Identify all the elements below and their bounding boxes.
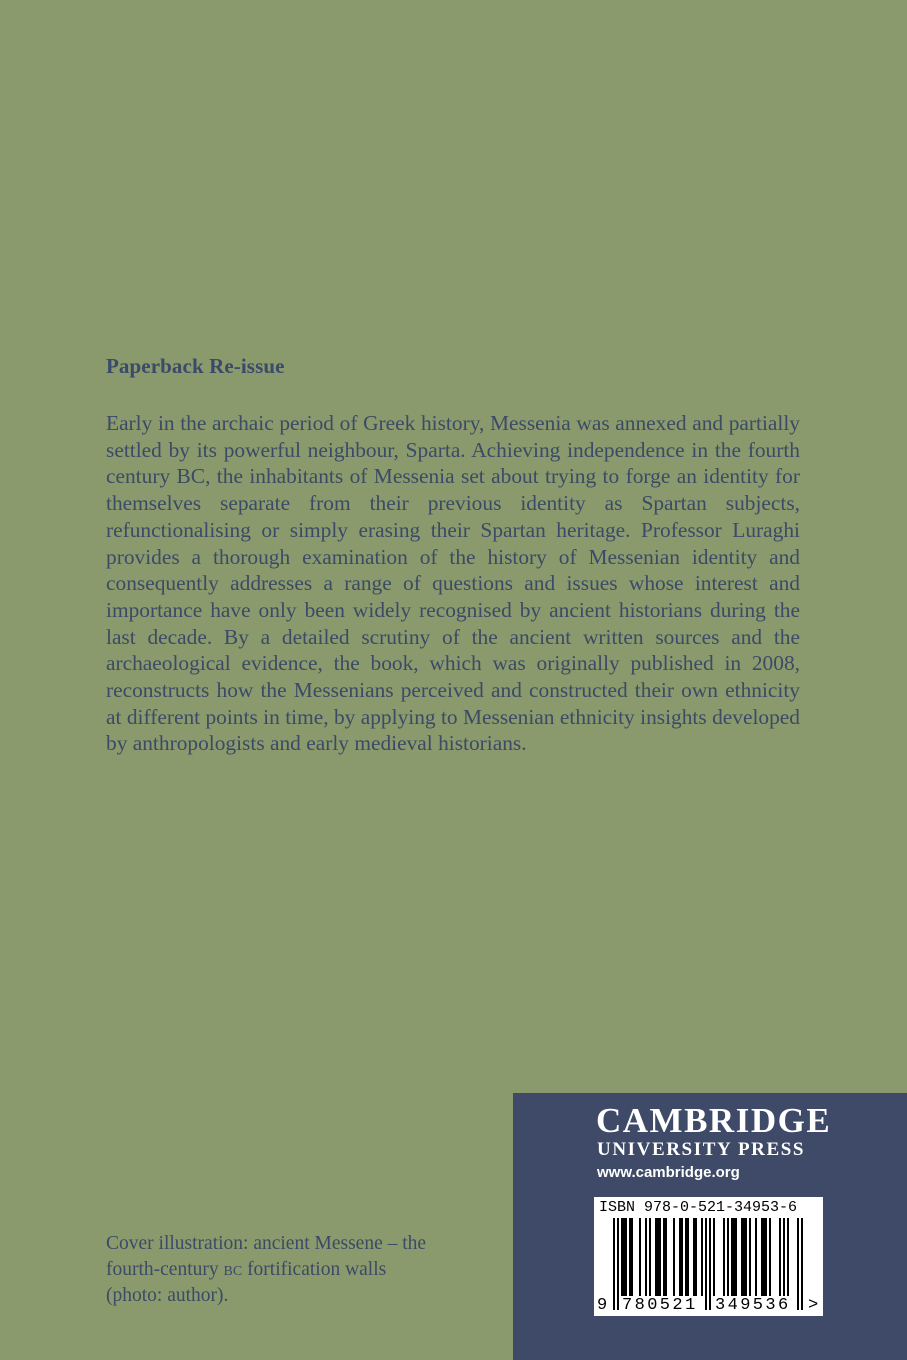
barcode-bar — [679, 1218, 681, 1296]
barcode-bar — [673, 1218, 675, 1296]
credit-era-abbrev: bc — [223, 1259, 243, 1280]
publisher-subtitle: UNIVERSITY PRESS — [597, 1139, 806, 1160]
barcode-bar — [659, 1218, 661, 1296]
barcode-bar — [655, 1218, 657, 1296]
barcode-bar — [783, 1218, 785, 1296]
barcode-bar — [701, 1218, 703, 1296]
barcode-bar — [735, 1218, 737, 1296]
barcode-bar — [743, 1218, 745, 1296]
barcode-first-digit: 9 — [597, 1296, 608, 1315]
isbn-barcode — [594, 1197, 823, 1316]
barcode-bar — [733, 1218, 735, 1296]
barcode-bar — [779, 1218, 781, 1296]
barcode-bar — [695, 1218, 697, 1296]
barcode-bar — [649, 1218, 651, 1296]
barcode-bar — [769, 1218, 771, 1296]
barcode-bar — [639, 1218, 641, 1296]
reissue-heading: Paperback Re-issue — [106, 354, 285, 378]
credit-line-2-pre: fourth-century — [106, 1259, 224, 1280]
barcode-bar — [665, 1218, 667, 1296]
credit-line-2-post: fortification walls — [242, 1259, 387, 1280]
publisher-panel — [513, 1093, 907, 1360]
barcode-bar — [755, 1218, 757, 1296]
barcode-quiet-mark: > — [808, 1296, 819, 1315]
barcode-bar — [681, 1218, 683, 1296]
barcode-bar — [623, 1218, 625, 1296]
barcode-bar — [727, 1218, 729, 1296]
barcode-bar — [621, 1218, 623, 1296]
barcode-bar — [731, 1218, 733, 1296]
barcode-bar — [685, 1218, 687, 1296]
barcode-bar — [741, 1218, 743, 1296]
book-blurb: Early in the archaic period of Greek history, Messenia was annexed and partially settled by its powerful neighbour, Sparta. Achieving independence in the fourth century BC, the inhabitants of Messenia set about trying to forge an identity for themselves separate from their previous identity as Spartan subjects, refunctionalising or simply erasing their Spartan heritage. Professor Luraghi provides a thorough examination of the history of Messenian identity and consequently addresses a range of questions and issues whose interest and importance have only been widely recognised by ancient historians during the last decade. By a detailed scrutiny of the ancient written sources and the archaeological evidence, the book, which was originally published in 2008, reconstructs how the Messenians perceived and constructed their own ethnicity at different points in time, by applying to Messenian ethnicity insights developed by anthropologists and early medieval historians. — [106, 411, 800, 756]
barcode-bar — [645, 1218, 647, 1296]
barcode-bar — [763, 1218, 765, 1296]
barcode-bar — [657, 1218, 659, 1296]
barcode-bar — [663, 1218, 665, 1296]
barcode-bar — [745, 1218, 747, 1296]
barcode-left-group: 780521 — [622, 1296, 698, 1315]
credit-line-3: (photo: author). — [106, 1285, 229, 1306]
barcode-bar — [761, 1218, 763, 1296]
barcode-bar — [787, 1218, 789, 1296]
publisher-url: www.cambridge.org — [597, 1164, 740, 1181]
barcode-bar — [625, 1218, 627, 1296]
barcode-bar — [723, 1218, 725, 1296]
isbn-label: ISBN 978-0-521-34953-6 — [599, 1199, 798, 1216]
barcode-bar — [693, 1218, 695, 1296]
barcode-bar — [687, 1218, 689, 1296]
credit-line-1: Cover illustration: ancient Messene – the — [106, 1233, 427, 1254]
barcode-bar — [713, 1218, 715, 1296]
barcode-bar — [631, 1218, 633, 1296]
barcode-digits — [594, 1296, 823, 1316]
publisher-name: CAMBRIDGE — [596, 1101, 832, 1140]
barcode-right-group: 349536 — [715, 1296, 791, 1315]
barcode-bar — [629, 1218, 631, 1296]
barcode-bar — [765, 1218, 767, 1296]
barcode-bar — [749, 1218, 751, 1296]
cover-illustration-credit — [106, 1231, 486, 1309]
